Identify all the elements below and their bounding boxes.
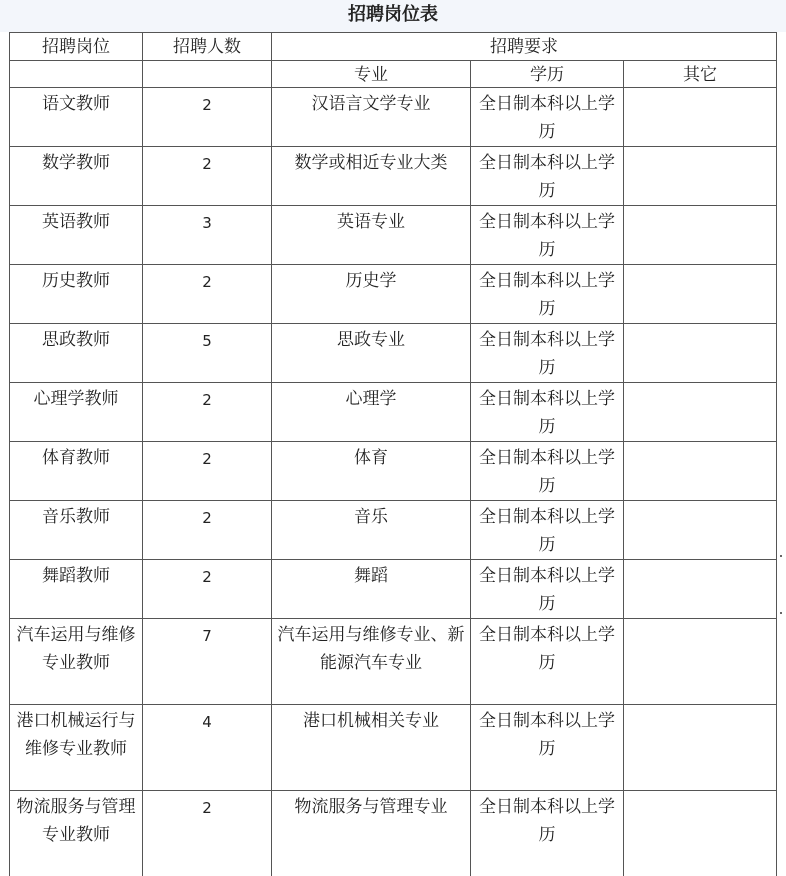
scroll-edge-mark [780, 612, 782, 614]
position-cell: 英语教师 [10, 206, 143, 265]
position-cell: 体育教师 [10, 442, 143, 501]
table-row [10, 265, 777, 324]
count-cell: 2 [143, 442, 272, 501]
major-cell: 数学或相近专业大类 [272, 147, 471, 206]
other-cell [624, 147, 777, 206]
table-row [10, 705, 777, 791]
position-cell: 港口机械运行与维修专业教师 [10, 705, 143, 791]
education-cell: 全日制本科以上学历 [471, 442, 624, 501]
count-cell: 2 [143, 147, 272, 206]
education-cell: 全日制本科以上学历 [471, 705, 624, 791]
position-cell: 物流服务与管理专业教师 [10, 791, 143, 876]
other-cell [624, 206, 777, 265]
major-cell: 物流服务与管理专业 [272, 791, 471, 876]
count-cell: 7 [143, 619, 272, 705]
position-cell: 音乐教师 [10, 501, 143, 560]
scroll-edge-mark [780, 555, 782, 557]
major-cell: 音乐 [272, 501, 471, 560]
other-cell [624, 88, 777, 147]
major-cell: 港口机械相关专业 [272, 705, 471, 791]
education-cell: 全日制本科以上学历 [471, 560, 624, 619]
header-position: 招聘岗位 [10, 33, 143, 61]
major-cell: 思政专业 [272, 324, 471, 383]
education-cell: 全日制本科以上学历 [471, 206, 624, 265]
table-row [10, 88, 777, 147]
other-cell [624, 265, 777, 324]
header-empty-2 [143, 61, 272, 88]
major-cell: 心理学 [272, 383, 471, 442]
position-cell: 汽车运用与维修专业教师 [10, 619, 143, 705]
recruitment-table [9, 32, 777, 876]
count-cell: 2 [143, 265, 272, 324]
major-cell: 汽车运用与维修专业、新能源汽车专业 [272, 619, 471, 705]
table-row [10, 324, 777, 383]
count-cell: 2 [143, 383, 272, 442]
table-row [10, 442, 777, 501]
education-cell: 全日制本科以上学历 [471, 147, 624, 206]
education-cell: 全日制本科以上学历 [471, 791, 624, 876]
education-cell: 全日制本科以上学历 [471, 383, 624, 442]
other-cell [624, 791, 777, 876]
table-row [10, 619, 777, 705]
major-cell: 英语专业 [272, 206, 471, 265]
count-cell: 3 [143, 206, 272, 265]
other-cell [624, 383, 777, 442]
education-cell: 全日制本科以上学历 [471, 324, 624, 383]
header-row-1 [10, 33, 777, 61]
count-cell: 2 [143, 560, 272, 619]
header-education: 学历 [471, 61, 624, 88]
education-cell: 全日制本科以上学历 [471, 619, 624, 705]
table-row [10, 791, 777, 876]
header-count: 招聘人数 [143, 33, 272, 61]
position-cell: 心理学教师 [10, 383, 143, 442]
education-cell: 全日制本科以上学历 [471, 88, 624, 147]
other-cell [624, 705, 777, 791]
header-other: 其它 [624, 61, 777, 88]
header-empty-1 [10, 61, 143, 88]
table-row [10, 147, 777, 206]
position-cell: 语文教师 [10, 88, 143, 147]
count-cell: 2 [143, 791, 272, 876]
table-row [10, 206, 777, 265]
header-major: 专业 [272, 61, 471, 88]
other-cell [624, 619, 777, 705]
count-cell: 2 [143, 88, 272, 147]
header-requirements: 招聘要求 [272, 33, 777, 61]
other-cell [624, 442, 777, 501]
education-cell: 全日制本科以上学历 [471, 501, 624, 560]
count-cell: 4 [143, 705, 272, 791]
major-cell: 汉语言文学专业 [272, 88, 471, 147]
education-cell: 全日制本科以上学历 [471, 265, 624, 324]
count-cell: 5 [143, 324, 272, 383]
other-cell [624, 324, 777, 383]
position-cell: 思政教师 [10, 324, 143, 383]
major-cell: 舞蹈 [272, 560, 471, 619]
table-row [10, 560, 777, 619]
table-row [10, 383, 777, 442]
major-cell: 历史学 [272, 265, 471, 324]
position-cell: 数学教师 [10, 147, 143, 206]
page-title: 招聘岗位表 [0, 0, 786, 32]
table-row [10, 501, 777, 560]
count-cell: 2 [143, 501, 272, 560]
position-cell: 舞蹈教师 [10, 560, 143, 619]
header-row-2 [10, 61, 777, 88]
other-cell [624, 560, 777, 619]
major-cell: 体育 [272, 442, 471, 501]
position-cell: 历史教师 [10, 265, 143, 324]
other-cell [624, 501, 777, 560]
